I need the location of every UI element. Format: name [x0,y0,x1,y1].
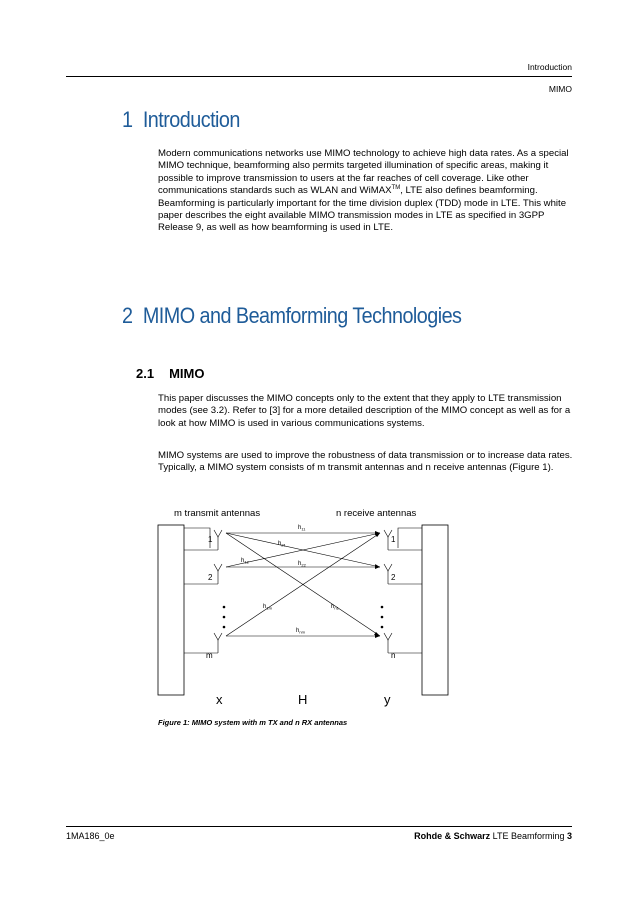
hn1-label: $h_{n1}$ [331,604,339,611]
H-label: H [298,692,308,707]
heading-number: 2 [122,303,133,328]
running-header-section: MIMO [548,84,572,94]
subheading-number: 2.1 [136,366,155,381]
intro-text-b: , LTE also defines beamforming. Beamforming is particularly important for the time division duplex (TDD) mode in LTE. This white paper describes the eight available MIMO transmission modes in LTE as specified in 3GPP Release 9, as well as how beamforming is used in LTE. [158,185,567,234]
tx-antenna-m: m [206,651,213,660]
footer-doc-id: 1MA186_0e [66,831,115,841]
footer-rule [66,826,572,827]
h22-label: $h_{22}$ [298,561,306,568]
mimo-paragraph-1: This paper discusses the MIMO concepts only to the extent that they apply to LTE transmission modes (see 3.2). Refer to [3] for a more detailed description of the MIMO concept as well as for a look at how MIMO is used in various communications systems. [158,393,571,429]
heading-introduction [122,107,240,133]
ellipsis-dots [223,606,384,629]
figure-caption: Figure 1: MIMO system with m TX and n RX antennas [158,718,348,727]
intro-paragraph [158,148,578,235]
tx-antenna-2: 2 [208,573,213,582]
heading-title: Introduction [142,107,240,132]
footer-title [414,831,572,841]
hnm-label: $h_{nm}$ [296,628,305,635]
channel-paths [226,533,380,636]
h21-label: $h_{21}$ [278,541,286,548]
h11-label: $h_{11}$ [298,525,306,532]
arrowheads [374,531,380,638]
rx-label: n receive antennas [336,508,417,519]
footer-doc-title: LTE Beamforming [492,831,565,841]
heading-mimo-beamforming [122,303,461,329]
intro-text-a: Modern communications networks use MIMO technology to achieve high data rates. As a special MIMO technique, beamforming also permits targeted illumination of specific areas, making it possible to improve transmission to users at the far reaches of cell coverage. Like other communications standards such as WLAN and WiMAX [158,148,569,197]
x-label: x [216,692,223,707]
rx-box [422,525,448,695]
tx-antenna-1: 1 [208,535,213,544]
page-number: 3 [566,831,572,841]
footer-company: Rohde & Schwarz [414,831,491,841]
h1m-label: $h_{1m}$ [263,604,272,611]
mimo-system-diagram [148,500,468,715]
heading-number: 1 [122,107,133,132]
y-label: y [384,692,391,707]
rx-antenna-2: 2 [391,573,396,582]
heading-title: MIMO and Beamforming Technologies [142,303,462,328]
trademark: TM [391,185,401,192]
tx-bracket [184,528,210,548]
header-rule [66,76,572,77]
rx-antenna-1: 1 [391,535,396,544]
rx-bracket [398,528,422,548]
subheading-title: MIMO [169,366,205,381]
tx-box [158,525,184,695]
subheading-mimo [136,366,204,381]
rx-antenna-n: n [391,651,396,660]
tx-label: m transmit antennas [174,508,261,519]
h12-label: $h_{12}$ [241,558,249,565]
mimo-paragraph-2: MIMO systems are used to improve the robustness of data transmission or to increase data rates. Typically, a MIMO system consists of m transmit antennas and n receive antennas (Figure 1). [158,450,573,474]
running-header-chapter: Introduction [527,62,572,72]
